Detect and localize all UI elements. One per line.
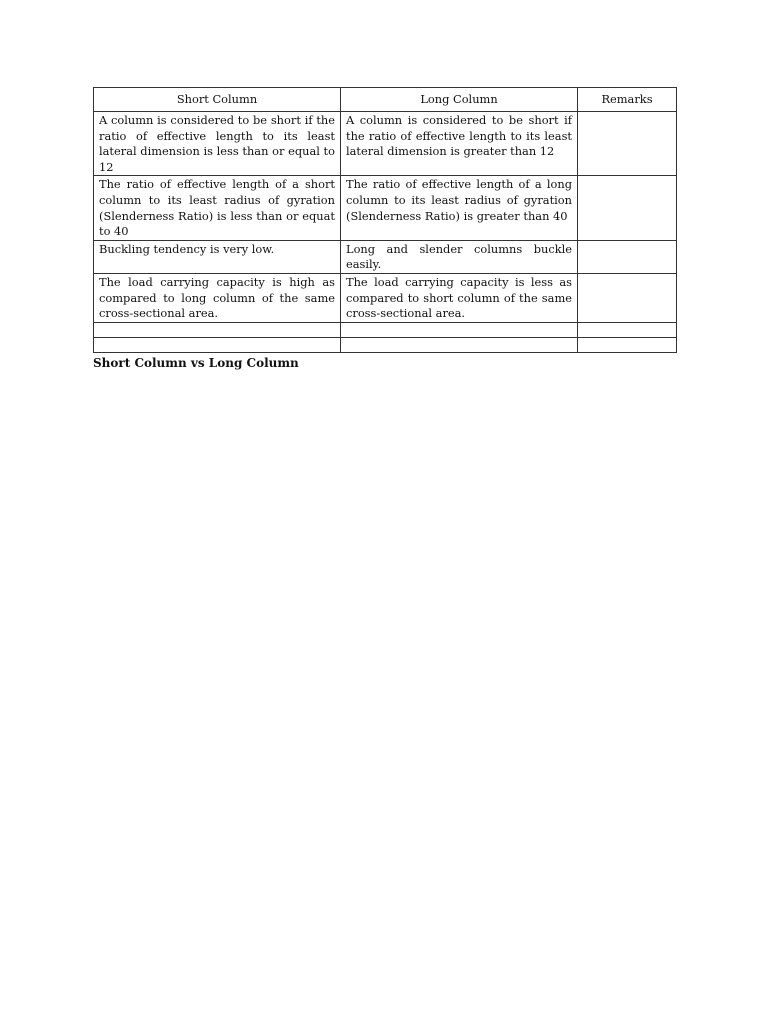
cell-short <box>94 322 341 337</box>
cell-short <box>94 337 341 352</box>
cell-remarks <box>578 240 677 273</box>
cell-short: Buckling tendency is very low. <box>94 240 341 273</box>
table-row-empty <box>94 322 677 337</box>
header-long-column: Long Column <box>341 88 578 112</box>
document-page <box>93 87 676 371</box>
cell-remarks <box>578 273 677 322</box>
cell-long: The ratio of effective length of a long column to its least radius of gyration (Slenderness Ratio) is greater than 40 <box>341 176 578 240</box>
cell-long: Long and slender columns buckle easily. <box>341 240 578 273</box>
table-row <box>94 240 677 273</box>
table-row <box>94 112 677 176</box>
table-row <box>94 176 677 240</box>
cell-short: A column is considered to be short if the ratio of effective length to its least lateral dimension is less than or equal to 12 <box>94 112 341 176</box>
cell-remarks <box>578 337 677 352</box>
comparison-table <box>93 87 677 353</box>
header-short-column: Short Column <box>94 88 341 112</box>
cell-short: The load carrying capacity is high as compared to long column of the same cross-sectional area. <box>94 273 341 322</box>
cell-remarks <box>578 322 677 337</box>
cell-long <box>341 322 578 337</box>
header-remarks: Remarks <box>578 88 677 112</box>
cell-long: A column is considered to be short if the ratio of effective length to its least lateral dimension is greater than 12 <box>341 112 578 176</box>
table-caption: Short Column vs Long Column <box>93 355 299 370</box>
cell-long: The load carrying capacity is less as compared to short column of the same cross-sectional area. <box>341 273 578 322</box>
table-row-empty <box>94 337 677 352</box>
cell-short: The ratio of effective length of a short column to its least radius of gyration (Slenderness Ratio) is less than or equat to 40 <box>94 176 341 240</box>
cell-remarks <box>578 176 677 240</box>
cell-long <box>341 337 578 352</box>
table-row <box>94 273 677 322</box>
table-header-row <box>94 88 677 112</box>
cell-remarks <box>578 112 677 176</box>
